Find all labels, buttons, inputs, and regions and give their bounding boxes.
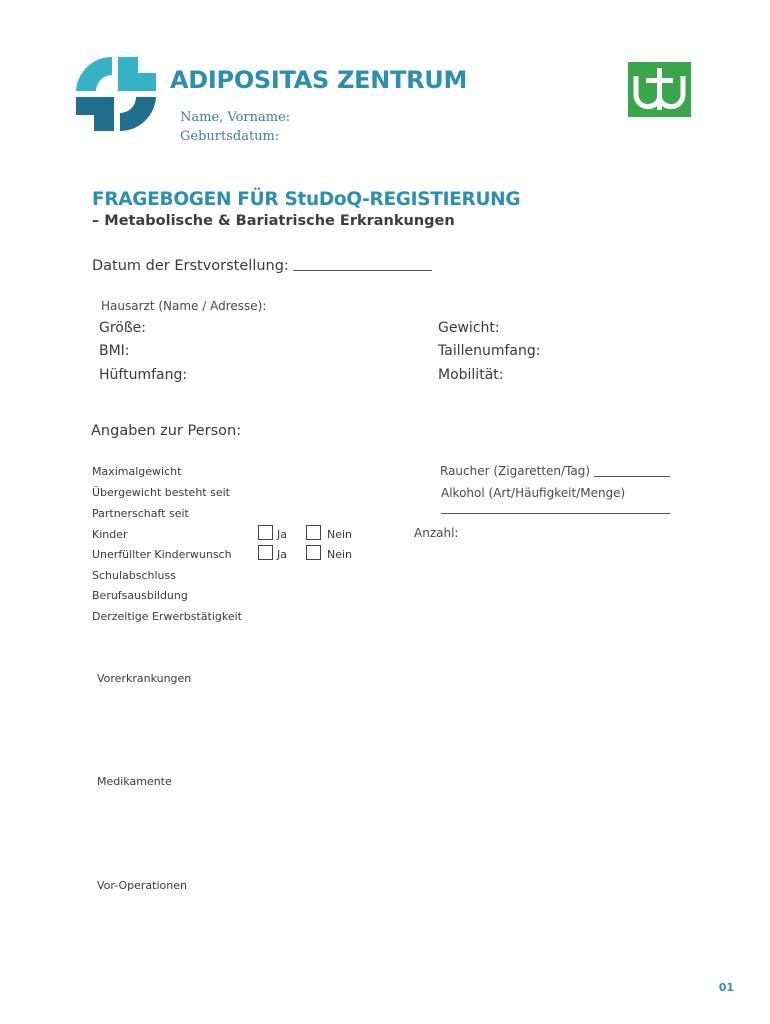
unfulfilled-wish-label: Unerfüllter Kinderwunsch (92, 548, 232, 561)
children-count-label: Anzahl: (414, 526, 459, 540)
brand-name: ADIPOSITAS ZENTRUM (170, 66, 468, 94)
max-weight-label: Maximalgewicht (92, 465, 182, 478)
name-label: Name, Vorname: (180, 110, 291, 125)
hip-label: Hüftumfang: (99, 367, 188, 383)
smoker-label: Raucher (Zigaretten/Tag) (440, 464, 591, 478)
page-number: 01 (718, 981, 734, 994)
weight-label: Gewicht: (438, 320, 500, 336)
children-yes-checkbox[interactable] (258, 525, 273, 540)
partnership-since-label: Partnerschaft seit (92, 507, 189, 520)
wish-no-checkbox[interactable] (306, 545, 321, 560)
wish-yes-label: Ja (277, 548, 287, 561)
school-label: Schulabschluss (92, 569, 176, 582)
waist-label: Taillenumfang: (438, 343, 541, 359)
hospital-emblem-icon (628, 62, 691, 117)
children-no-label: Nein (327, 528, 353, 541)
birthdate-label: Geburtsdatum: (180, 129, 280, 144)
employment-label: Derzeitige Erwerbstätigkeit (92, 610, 242, 623)
form-title: FRAGEBOGEN FÜR StuDoQ-REGISTIERUNG (92, 189, 521, 210)
bmi-label: BMI: (99, 343, 130, 359)
alcohol-field[interactable] (441, 513, 670, 514)
first-visit-label: Datum der Erstvorstellung: (92, 258, 289, 274)
person-section-title: Angaben zur Person: (91, 423, 242, 439)
prior-diseases-label: Vorerkrankungen (97, 672, 192, 685)
smoker-field[interactable] (594, 476, 670, 477)
gp-label: Hausarzt (Name / Adresse): (101, 299, 267, 313)
medication-label: Medikamente (97, 775, 172, 788)
form-subtitle: – Metabolische & Bariatrische Erkrankungen (92, 213, 455, 229)
children-yes-label: Ja (277, 528, 287, 541)
size-label: Größe: (99, 320, 147, 336)
mobility-label: Mobilität: (438, 367, 504, 383)
overweight-since-label: Übergewicht besteht seit (92, 486, 230, 499)
first-visit-field[interactable] (293, 270, 432, 271)
clinic-cross-logo-icon (74, 55, 158, 133)
alcohol-label: Alkohol (Art/Häufigkeit/Menge) (441, 486, 626, 500)
children-label: Kinder (92, 528, 128, 541)
wish-no-label: Nein (327, 548, 353, 561)
training-label: Berufsausbildung (92, 589, 188, 602)
children-no-checkbox[interactable] (306, 525, 321, 540)
wish-yes-checkbox[interactable] (258, 545, 273, 560)
prior-operations-label: Vor-Operationen (97, 879, 187, 892)
